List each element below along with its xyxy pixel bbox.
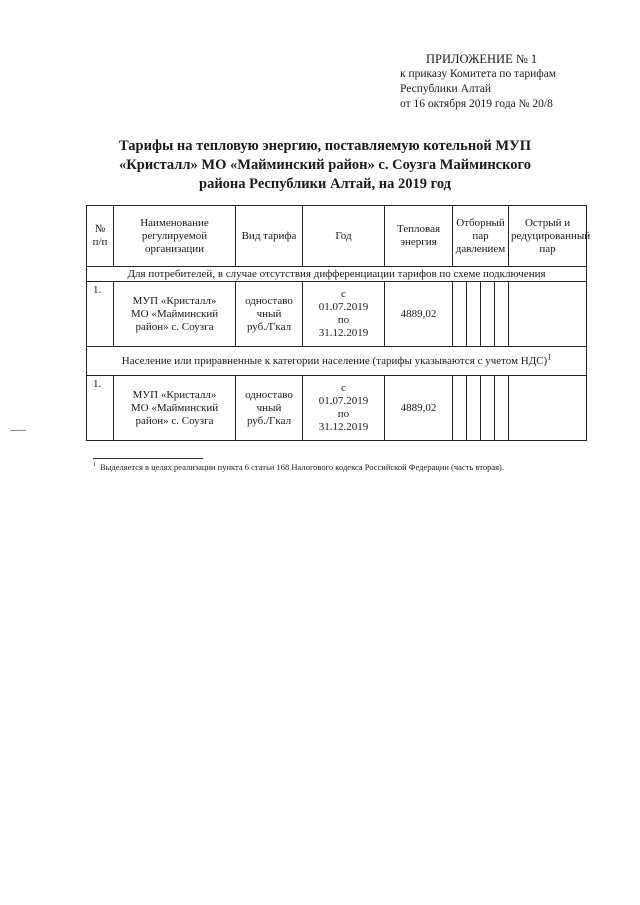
tariff-type-line: руб./Гкал [246,320,292,333]
footnote [93,460,593,473]
tariff-type-line: одноставо [245,294,293,307]
appendix-line-2: Республики Алтай [400,83,492,95]
sharp-steam-cell [509,282,587,347]
org-line: район» с. Соузга [135,414,214,427]
header-year: Год [303,206,385,267]
period-line: с [341,382,346,394]
section-title-text: Население или приравненные к категории население (тарифы указываются с учетом НДС) [121,354,548,367]
document-title [110,137,540,194]
row-number: 1. [87,282,114,347]
tariff-type-line: одноставо [245,388,293,401]
row-tariff-type [236,282,303,347]
tariff-type-line: чный [256,307,282,320]
footnote-mark: 1 [93,462,96,468]
footnote-text: Выделяется в целях реализации пункта 6 статьи 168 Налогового кодекса Российской Федерации (часть вторая). [100,461,504,472]
period-line: 01.07.2019 [318,395,369,407]
table-header-row [87,206,587,267]
steam-subcell [495,376,509,441]
org-line: МУП «Кристалл» [132,388,217,401]
steam-subcell [467,282,481,347]
appendix-title: ПРИЛОЖЕНИЕ № 1 [426,52,538,66]
tariffs-table [86,205,591,441]
steam-subcell [481,376,495,441]
document-title-line-3: района Республики Алтай, на 2019 год [199,176,451,192]
document-title-line-2: «Кристалл» МО «Майминский район» с. Соузга Майминского [118,157,532,173]
document-title-line-1: Тарифы на тепловую энергию, поставляемую котельной МУП [118,138,532,154]
table-row [87,376,587,441]
period-line: по [337,314,350,326]
org-line: МО «Майминский [130,307,219,320]
period-line: 31.12.2019 [318,327,369,339]
appendix-line-3: от 16 октября 2019 года № 20/8 [400,98,553,110]
steam-subcell [453,376,467,441]
steam-subcell [495,282,509,347]
steam-subcell [453,282,467,347]
section-title: Для потребителей, в случае отсутствия дифференциации тарифов по схеме подключения [87,267,587,282]
section-row [87,267,587,282]
header-num: № п/п [87,206,114,267]
row-period [303,282,385,347]
period-line: 31.12.2019 [318,421,369,433]
period-line: по [337,408,350,420]
header-selected-steam: Отборный пар давлением [453,206,509,267]
period-line: с [341,288,346,300]
header-organization: Наименование регулируемой организации [114,206,236,267]
row-organization [114,376,236,441]
row-tariff-type [236,376,303,441]
tariff-type-line: руб./Гкал [246,414,292,427]
org-line: район» с. Соузга [135,320,214,333]
row-organization [114,282,236,347]
steam-subcell [467,376,481,441]
table-row [87,282,587,347]
appendix-block [400,52,620,112]
footnote-divider [93,458,203,459]
header-tariff-type: Вид тарифа [236,206,303,267]
row-period [303,376,385,441]
row-number: 1. [87,376,114,441]
tariff-type-line: чный [256,401,282,414]
footnote-ref: 1 [547,351,552,361]
header-sharp-steam: Острый и редуцированный пар [509,206,587,267]
steam-subcell [481,282,495,347]
section-row [87,347,587,376]
period-line: 01.07.2019 [318,301,369,313]
appendix-line-1: к приказу Комитета по тарифам [400,68,557,80]
row-heat-value: 4889,02 [385,282,453,347]
row-heat-value: 4889,02 [385,376,453,441]
section-title [87,347,587,376]
header-heat-energy: Тепловая энергия [385,206,453,267]
sharp-steam-cell [509,376,587,441]
org-line: МУП «Кристалл» [132,294,217,307]
margin-mark [10,430,26,431]
org-line: МО «Майминский [130,401,219,414]
